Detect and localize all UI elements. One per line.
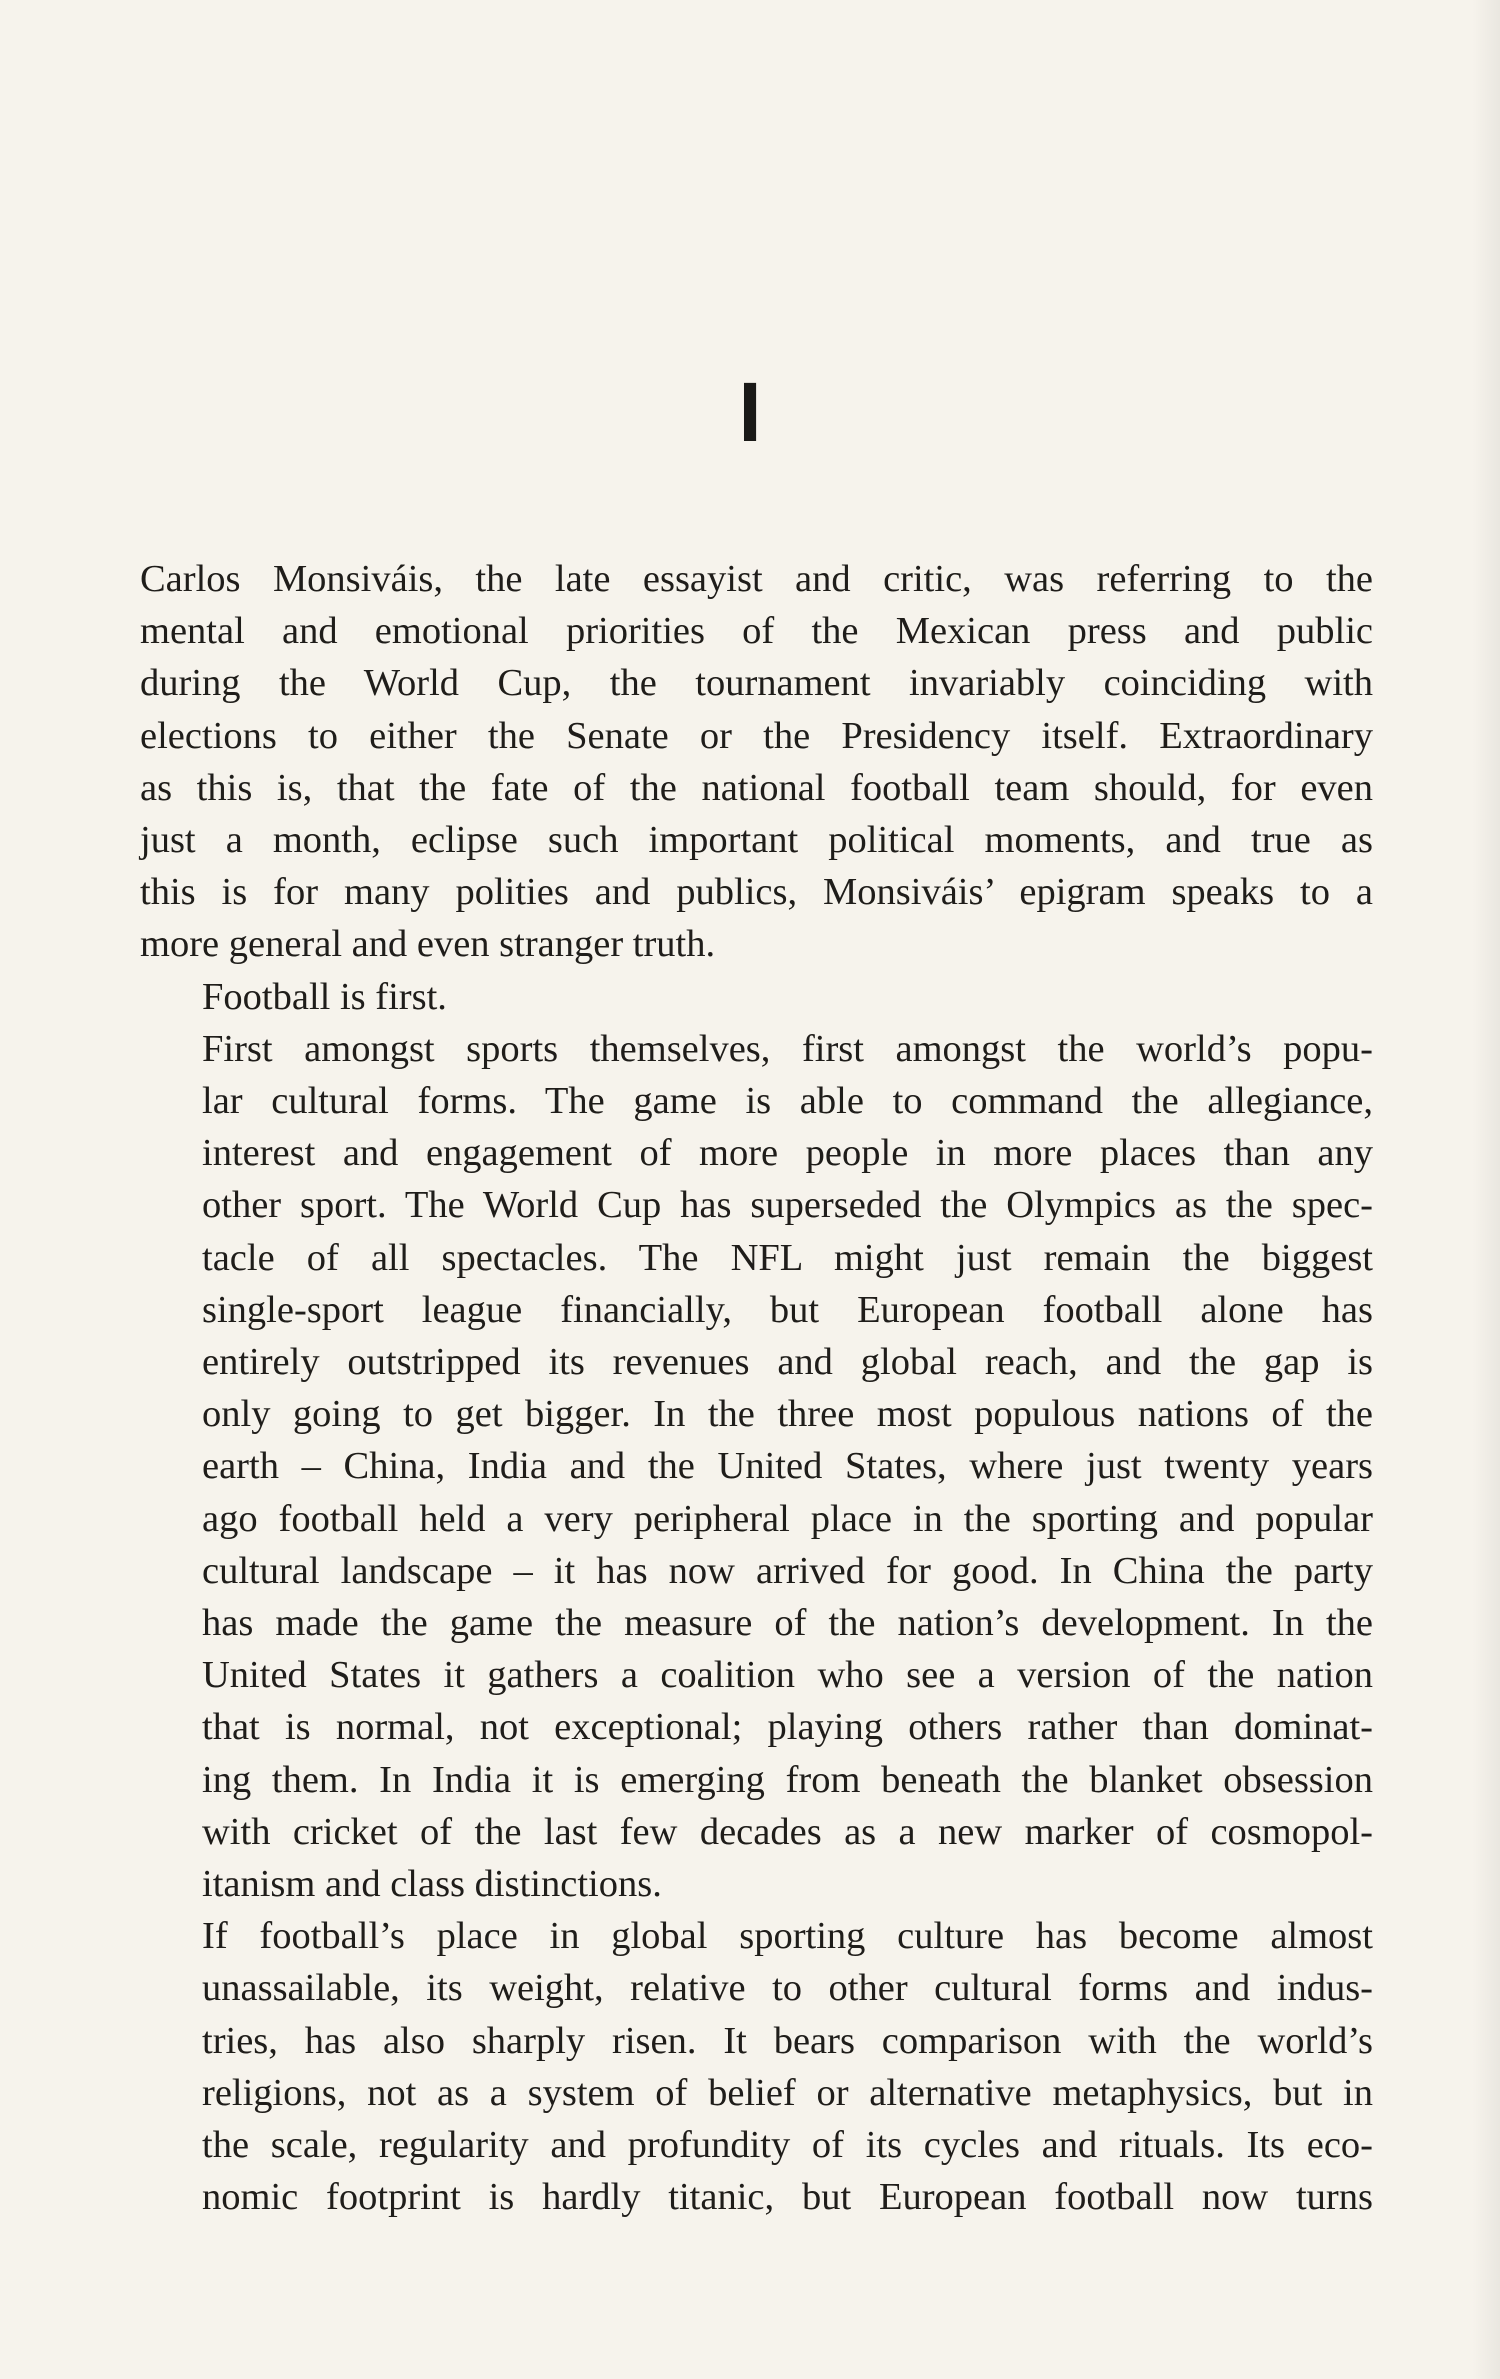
text-line: entirely outstripped its revenues and global reach, and the gap is — [202, 1341, 1373, 1384]
text-line: nomic footprint is hardly titanic, but European football now turns — [202, 2176, 1373, 2219]
text-line: If football’s place in global sporting culture has become almost — [202, 1915, 1373, 1958]
text-line: single-sport league financially, but European football alone has — [202, 1288, 1373, 1331]
text-line: unassailable, its weight, relative to other cultural forms and indus- — [202, 1967, 1373, 2010]
text-line: during the World Cup, the tournament invariably coinciding with — [140, 662, 1373, 705]
text-line: elections to either the Senate or the Presidency itself. Extraordinary — [140, 714, 1373, 757]
text-line: religions, not as a system of belief or alternative metaphysics, but in — [202, 2071, 1373, 2114]
text-line: ing them. In India it is emerging from beneath the blanket obsession — [202, 1758, 1373, 1801]
text-line: as this is, that the fate of the national football team should, for even — [140, 766, 1373, 809]
text-line: tacle of all spectacles. The NFL might just remain the biggest — [202, 1236, 1373, 1279]
text-line: just a month, eclipse such important political moments, and true as — [140, 819, 1373, 862]
text-line: Football is first. — [202, 975, 447, 1018]
text-line: has made the game the measure of the nation’s development. In the — [202, 1602, 1373, 1645]
body-text — [140, 553, 1373, 2224]
text-line: First amongst sports themselves, first amongst the world’s popu- — [202, 1027, 1373, 1070]
text-line: this is for many polities and publics, Monsiváis’ epigram speaks to a — [140, 871, 1373, 914]
paragraph — [140, 971, 1373, 1023]
paragraph — [140, 1910, 1373, 2223]
text-line: cultural landscape – it has now arrived for good. In China the party — [202, 1549, 1373, 1592]
text-line: with cricket of the last few decades as a new marker of cosmopol- — [202, 1810, 1373, 1853]
text-line: Carlos Monsiváis, the late essayist and critic, was referring to the — [140, 558, 1373, 600]
text-line: lar cultural forms. The game is able to command the allegiance, — [202, 1080, 1373, 1123]
text-line: itanism and class distinctions. — [202, 1863, 662, 1906]
text-line: the scale, regularity and profundity of its cycles and rituals. Its eco- — [202, 2124, 1373, 2167]
text-line: other sport. The World Cup has superseded the Olympics as the spec- — [202, 1184, 1373, 1227]
chapter-number: I — [738, 365, 762, 459]
text-line: United States it gathers a coalition who see a version of the nation — [202, 1654, 1373, 1697]
paragraph — [140, 553, 1373, 971]
text-line: interest and engagement of more people in more places than any — [202, 1132, 1373, 1175]
text-line: earth – China, India and the United States, where just twenty years — [202, 1445, 1373, 1488]
paragraph — [140, 1023, 1373, 1910]
text-line: tries, has also sharply risen. It bears comparison with the world’s — [202, 2019, 1373, 2062]
text-line: mental and emotional priorities of the Mexican press and public — [140, 610, 1373, 653]
text-line: only going to get bigger. In the three most populous nations of the — [202, 1393, 1373, 1436]
text-line: ago football held a very peripheral place in the sporting and popular — [202, 1497, 1373, 1540]
text-line: that is normal, not exceptional; playing others rather than dominat- — [202, 1706, 1373, 1749]
page-edge-shadow — [1472, 0, 1500, 2379]
text-line: more general and even stranger truth. — [140, 923, 716, 966]
